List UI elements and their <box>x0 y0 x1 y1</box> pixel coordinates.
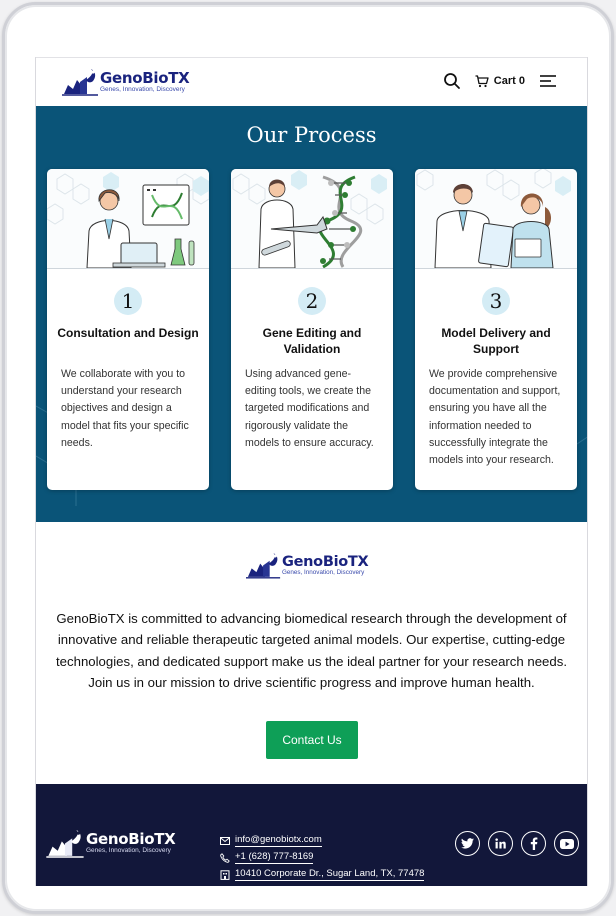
logo-mark-icon <box>46 829 86 858</box>
step-title: Consultation and Design <box>57 326 199 340</box>
cart-button[interactable] <box>475 75 525 88</box>
logo-name: GenoBioTX <box>100 68 190 87</box>
step-title: Model Delivery and Support <box>441 326 551 356</box>
twitter-icon[interactable] <box>455 831 480 856</box>
logo-tagline: Genes, Innovation, Discovery <box>86 847 171 855</box>
address-link[interactable]: 10410 Corporate Dr., Sugar Land, TX, 77478 <box>235 868 425 879</box>
site-footer <box>36 784 587 886</box>
footer-contacts <box>220 832 424 883</box>
cart-label: Cart <box>493 75 516 87</box>
step-description: Using advanced gene-editing tools, we create the targeted modifications and rigorously validate the models to ensure accuracy. <box>245 368 374 449</box>
phone-icon <box>220 853 230 863</box>
illustration-scientist-laptop <box>47 169 209 269</box>
browser-viewport <box>35 57 588 886</box>
footer-email[interactable] <box>220 832 424 849</box>
process-card-3 <box>415 169 577 490</box>
step-description: We provide comprehensive documentation and support, ensuring you have all the information needed to successfully integrate the models into your research. <box>429 368 561 467</box>
footer-address[interactable] <box>220 866 424 883</box>
about-text: GenoBioTX is committed to advancing biomedical research through the development of innovative and reliable therapeutic targeted animal models. Our expertise, cutting-edge technologies, and dedicated support make us the ideal partner for your research needs. Join us in our mission to drive scientific progress and improve human health. <box>56 611 567 690</box>
process-card-1 <box>47 169 209 490</box>
step-number: 1 <box>114 287 142 315</box>
illustration-scientists-report <box>415 169 577 269</box>
step-description: We collaborate with you to understand your research objectives and design a model that fits your specific needs. <box>61 368 189 449</box>
cart-count: 0 <box>518 75 525 87</box>
logo-mark-icon <box>62 68 100 96</box>
mail-icon <box>220 837 230 845</box>
section-title: Our Process <box>246 123 377 147</box>
footer-phone[interactable] <box>220 849 424 866</box>
email-link[interactable]: info@genobiotx.com <box>235 834 322 845</box>
logo-tagline: Genes, Innovation, Discovery <box>282 569 365 577</box>
process-section <box>36 106 587 522</box>
cart-icon <box>475 75 489 88</box>
site-header <box>36 57 587 106</box>
search-icon[interactable] <box>443 72 461 90</box>
tablet-frame <box>2 2 614 914</box>
facebook-icon[interactable] <box>521 831 546 856</box>
header-logo[interactable] <box>62 68 189 96</box>
step-number: 3 <box>482 287 510 315</box>
building-icon <box>220 870 230 880</box>
youtube-icon[interactable] <box>554 831 579 856</box>
phone-link[interactable]: +1 (628) 777-8169 <box>235 851 314 862</box>
logo-tagline: Genes, Innovation, Discovery <box>100 85 185 93</box>
linkedin-icon[interactable] <box>488 831 513 856</box>
footer-logo[interactable] <box>46 829 175 858</box>
illustration-scientist-dna <box>231 169 393 269</box>
menu-icon[interactable] <box>539 74 557 88</box>
header-actions <box>443 72 557 90</box>
about-logo <box>246 552 368 579</box>
social-links <box>447 831 579 856</box>
process-card-2 <box>231 169 393 490</box>
step-number: 2 <box>298 287 326 315</box>
step-title: Gene Editing and Validation <box>262 326 362 356</box>
about-section <box>36 522 587 784</box>
logo-mark-icon <box>246 552 282 579</box>
logo-name: GenoBioTX <box>282 553 369 570</box>
contact-us-button[interactable]: Contact Us <box>266 721 358 759</box>
logo-name: GenoBioTX <box>86 830 176 849</box>
